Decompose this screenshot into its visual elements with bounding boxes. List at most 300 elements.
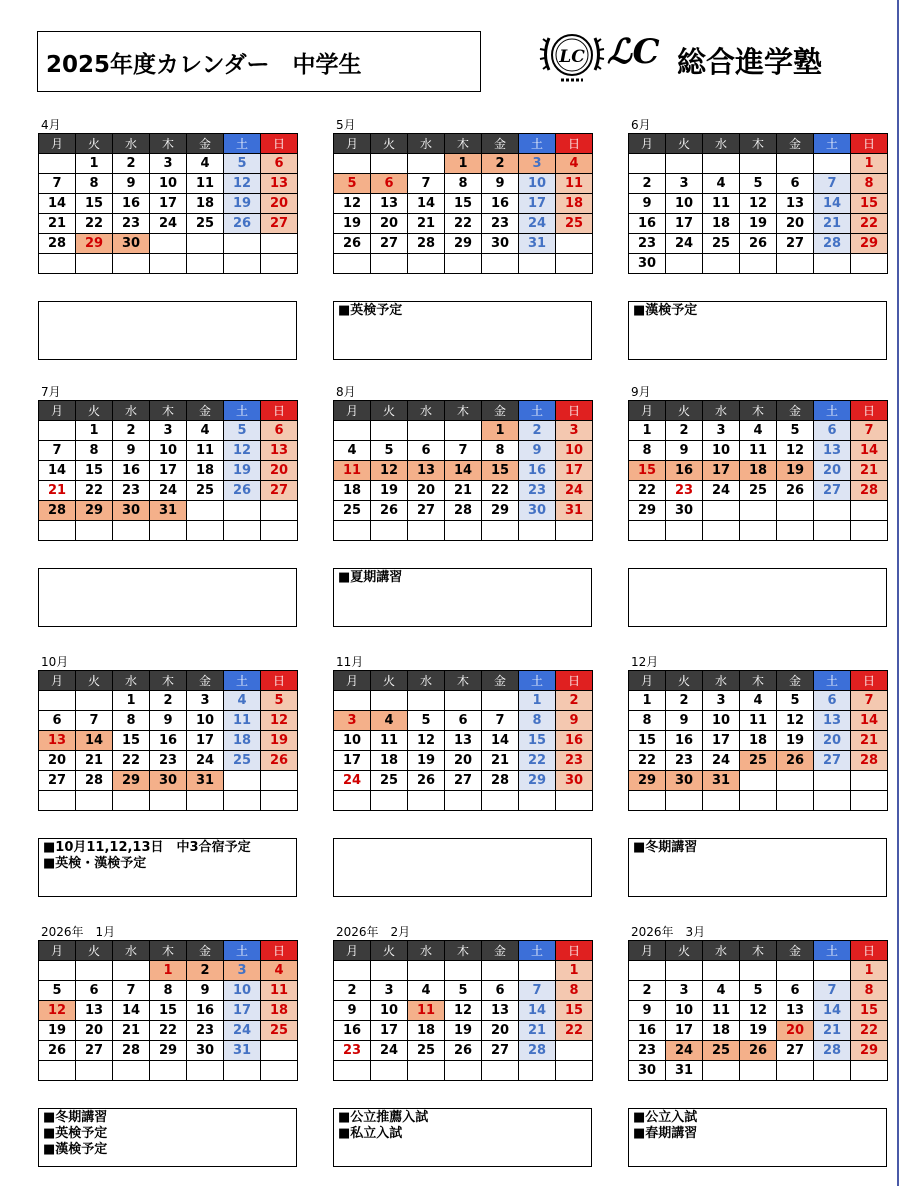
- day-cell: 23: [482, 214, 519, 234]
- month-calendar: [38, 385, 297, 541]
- day-cell: 29: [851, 234, 888, 254]
- day-cell: 17: [187, 731, 224, 751]
- day-cell: 2: [629, 174, 666, 194]
- month-table: [628, 400, 888, 541]
- day-cell: 15: [76, 461, 113, 481]
- day-cell: 12: [445, 1001, 482, 1021]
- day-cell: 10: [556, 441, 593, 461]
- week-row: [39, 791, 298, 811]
- weekday-header: 水: [408, 401, 445, 421]
- day-cell: 28: [851, 481, 888, 501]
- day-cell: 7: [814, 174, 851, 194]
- day-cell: 18: [371, 751, 408, 771]
- day-cell: 21: [39, 481, 76, 501]
- day-cell: 26: [777, 751, 814, 771]
- day-cell: [39, 961, 76, 981]
- weekday-header: 火: [666, 671, 703, 691]
- day-cell: 23: [334, 1041, 371, 1061]
- day-cell: [334, 1061, 371, 1081]
- day-cell: [519, 791, 556, 811]
- day-cell: 10: [703, 441, 740, 461]
- day-cell: 10: [224, 981, 261, 1001]
- week-row: [39, 521, 298, 541]
- note-line: ■漢検予定: [43, 1142, 108, 1157]
- day-cell: 6: [482, 981, 519, 1001]
- week-row: [629, 981, 888, 1001]
- day-cell: 23: [556, 751, 593, 771]
- weekday-header: 土: [519, 671, 556, 691]
- day-cell: 28: [408, 234, 445, 254]
- day-cell: 6: [445, 711, 482, 731]
- week-row: [334, 771, 593, 791]
- week-row: [629, 1041, 888, 1061]
- day-cell: 26: [224, 481, 261, 501]
- weekday-header: 日: [851, 941, 888, 961]
- day-cell: 1: [629, 421, 666, 441]
- week-row: [629, 1001, 888, 1021]
- day-cell: 26: [261, 751, 298, 771]
- day-cell: 20: [408, 481, 445, 501]
- day-cell: 31: [150, 501, 187, 521]
- day-cell: [445, 961, 482, 981]
- day-cell: [629, 521, 666, 541]
- day-cell: [261, 521, 298, 541]
- day-cell: [334, 154, 371, 174]
- month-notes-box: [38, 301, 297, 360]
- day-cell: 27: [777, 1041, 814, 1061]
- week-row: [629, 194, 888, 214]
- day-cell: 18: [261, 1001, 298, 1021]
- day-cell: [703, 501, 740, 521]
- day-cell: 29: [113, 771, 150, 791]
- day-cell: 9: [113, 174, 150, 194]
- week-row: [39, 481, 298, 501]
- day-cell: 22: [519, 751, 556, 771]
- day-cell: 5: [445, 981, 482, 1001]
- weekday-header: 金: [777, 401, 814, 421]
- day-cell: 20: [261, 194, 298, 214]
- month-label: 7月: [41, 385, 61, 399]
- day-cell: [556, 234, 593, 254]
- month-label: 8月: [336, 385, 356, 399]
- week-row: [39, 441, 298, 461]
- day-cell: 9: [666, 711, 703, 731]
- weekday-header: 水: [113, 671, 150, 691]
- week-row: [334, 214, 593, 234]
- emblem-monogram: LC: [559, 47, 585, 67]
- day-cell: [703, 961, 740, 981]
- day-cell: 25: [703, 234, 740, 254]
- day-cell: [851, 521, 888, 541]
- week-row: [629, 234, 888, 254]
- day-cell: 31: [187, 771, 224, 791]
- day-cell: 16: [150, 731, 187, 751]
- day-cell: [445, 791, 482, 811]
- week-row: [39, 1001, 298, 1021]
- week-row: [39, 421, 298, 441]
- weekday-header: 土: [814, 671, 851, 691]
- week-row: [39, 961, 298, 981]
- day-cell: [334, 421, 371, 441]
- day-cell: [76, 961, 113, 981]
- month-label: 9月: [631, 385, 651, 399]
- day-cell: 4: [334, 441, 371, 461]
- weekday-header: 日: [851, 134, 888, 154]
- weekday-header: 木: [740, 134, 777, 154]
- day-cell: 16: [519, 461, 556, 481]
- day-cell: 30: [482, 234, 519, 254]
- week-row: [629, 771, 888, 791]
- day-cell: 19: [777, 731, 814, 751]
- day-cell: 3: [371, 981, 408, 1001]
- day-cell: 2: [666, 421, 703, 441]
- day-cell: 2: [113, 421, 150, 441]
- day-cell: [482, 791, 519, 811]
- weekday-header: 火: [371, 671, 408, 691]
- weekday-header: 土: [224, 941, 261, 961]
- day-cell: 1: [519, 691, 556, 711]
- day-cell: 30: [150, 771, 187, 791]
- day-cell: 1: [113, 691, 150, 711]
- week-row: [629, 421, 888, 441]
- day-cell: 25: [334, 501, 371, 521]
- day-cell: 3: [334, 711, 371, 731]
- day-cell: 18: [224, 731, 261, 751]
- day-cell: 29: [851, 1041, 888, 1061]
- weekday-header: 水: [408, 134, 445, 154]
- day-cell: 30: [113, 234, 150, 254]
- day-cell: 29: [629, 501, 666, 521]
- day-cell: 16: [187, 1001, 224, 1021]
- day-cell: 13: [261, 174, 298, 194]
- day-cell: 9: [629, 1001, 666, 1021]
- day-cell: 8: [113, 711, 150, 731]
- day-cell: 23: [113, 214, 150, 234]
- day-cell: 3: [703, 691, 740, 711]
- day-cell: 8: [519, 711, 556, 731]
- day-cell: [666, 154, 703, 174]
- weekday-header: 金: [777, 134, 814, 154]
- day-cell: 6: [371, 174, 408, 194]
- day-cell: 5: [777, 421, 814, 441]
- day-cell: 19: [777, 461, 814, 481]
- day-cell: 14: [519, 1001, 556, 1021]
- week-row: [334, 961, 593, 981]
- day-cell: 22: [150, 1021, 187, 1041]
- day-cell: 26: [740, 1041, 777, 1061]
- day-cell: [113, 521, 150, 541]
- day-cell: [777, 771, 814, 791]
- month-calendar: [38, 925, 297, 1081]
- week-row: [334, 501, 593, 521]
- day-cell: 20: [814, 461, 851, 481]
- day-cell: [777, 254, 814, 274]
- week-row: [39, 691, 298, 711]
- day-cell: 8: [482, 441, 519, 461]
- day-cell: 30: [666, 771, 703, 791]
- day-cell: 4: [703, 981, 740, 1001]
- weekday-header: 木: [150, 134, 187, 154]
- day-cell: 24: [519, 214, 556, 234]
- day-cell: 24: [703, 481, 740, 501]
- day-cell: [851, 254, 888, 274]
- note-line: ■夏期講習: [338, 570, 403, 585]
- day-cell: [666, 521, 703, 541]
- day-cell: 21: [76, 751, 113, 771]
- day-cell: 7: [445, 441, 482, 461]
- day-cell: 9: [629, 194, 666, 214]
- day-cell: 8: [629, 441, 666, 461]
- day-cell: [113, 1061, 150, 1081]
- weekday-header: 月: [334, 401, 371, 421]
- day-cell: 30: [666, 501, 703, 521]
- weekday-header: 火: [76, 671, 113, 691]
- day-cell: 6: [408, 441, 445, 461]
- day-cell: [851, 501, 888, 521]
- day-cell: 11: [261, 981, 298, 1001]
- day-cell: 14: [39, 194, 76, 214]
- day-cell: 11: [224, 711, 261, 731]
- day-cell: 15: [113, 731, 150, 751]
- weekday-header: 火: [666, 401, 703, 421]
- day-cell: [371, 154, 408, 174]
- day-cell: [39, 421, 76, 441]
- day-cell: 9: [113, 441, 150, 461]
- day-cell: 4: [740, 691, 777, 711]
- day-cell: 30: [629, 1061, 666, 1081]
- day-cell: 12: [777, 711, 814, 731]
- day-cell: [371, 791, 408, 811]
- week-row: [39, 234, 298, 254]
- day-cell: 9: [482, 174, 519, 194]
- day-cell: 13: [814, 711, 851, 731]
- weekday-header: 木: [740, 941, 777, 961]
- day-cell: [371, 421, 408, 441]
- weekday-header: 水: [703, 671, 740, 691]
- month-label: 6月: [631, 118, 651, 132]
- day-cell: [261, 234, 298, 254]
- day-cell: [408, 254, 445, 274]
- day-cell: 23: [150, 751, 187, 771]
- month-table: [628, 940, 888, 1081]
- day-cell: [519, 254, 556, 274]
- day-cell: 10: [666, 194, 703, 214]
- day-cell: 15: [629, 461, 666, 481]
- day-cell: 10: [334, 731, 371, 751]
- weekday-header: 日: [556, 671, 593, 691]
- day-cell: 26: [371, 501, 408, 521]
- day-cell: [39, 791, 76, 811]
- week-row: [629, 711, 888, 731]
- day-cell: 26: [334, 234, 371, 254]
- day-cell: [851, 791, 888, 811]
- weekday-header: 土: [224, 134, 261, 154]
- day-cell: 3: [519, 154, 556, 174]
- week-row: [334, 1021, 593, 1041]
- day-cell: 17: [150, 194, 187, 214]
- day-cell: [408, 691, 445, 711]
- note-line: ■10月11,12,13日 中3合宿予定: [43, 840, 251, 855]
- day-cell: 27: [445, 771, 482, 791]
- day-cell: 4: [224, 691, 261, 711]
- day-cell: [334, 521, 371, 541]
- month-label: 4月: [41, 118, 61, 132]
- day-cell: 26: [39, 1041, 76, 1061]
- week-row: [334, 981, 593, 1001]
- month-notes-box: [628, 301, 887, 360]
- day-cell: [740, 791, 777, 811]
- day-cell: 13: [76, 1001, 113, 1021]
- day-cell: 7: [408, 174, 445, 194]
- day-cell: [777, 501, 814, 521]
- day-cell: 26: [740, 234, 777, 254]
- week-row: [629, 1021, 888, 1041]
- day-cell: 30: [113, 501, 150, 521]
- day-cell: 16: [482, 194, 519, 214]
- day-cell: 11: [703, 194, 740, 214]
- day-cell: 14: [113, 1001, 150, 1021]
- day-cell: [482, 1061, 519, 1081]
- weekday-header: 火: [371, 401, 408, 421]
- day-cell: [408, 791, 445, 811]
- day-cell: 23: [666, 481, 703, 501]
- weekday-header: 月: [334, 671, 371, 691]
- day-cell: 10: [150, 441, 187, 461]
- day-cell: 28: [814, 1041, 851, 1061]
- day-cell: 17: [519, 194, 556, 214]
- day-cell: [150, 521, 187, 541]
- day-cell: 2: [629, 981, 666, 1001]
- day-cell: 11: [187, 174, 224, 194]
- day-cell: [482, 521, 519, 541]
- day-cell: 18: [740, 461, 777, 481]
- day-cell: [556, 254, 593, 274]
- weekday-header: 木: [445, 401, 482, 421]
- day-cell: 15: [851, 194, 888, 214]
- day-cell: 17: [334, 751, 371, 771]
- day-cell: [814, 961, 851, 981]
- day-cell: 11: [334, 461, 371, 481]
- weekday-header: 木: [150, 401, 187, 421]
- weekday-header: 水: [703, 941, 740, 961]
- day-cell: 15: [851, 1001, 888, 1021]
- day-cell: 25: [740, 481, 777, 501]
- school-logo: [537, 22, 857, 92]
- day-cell: [740, 961, 777, 981]
- day-cell: 28: [445, 501, 482, 521]
- day-cell: [519, 1061, 556, 1081]
- day-cell: 21: [851, 461, 888, 481]
- month-label: 11月: [336, 655, 364, 669]
- weekday-header: 木: [740, 671, 777, 691]
- day-cell: 6: [261, 421, 298, 441]
- day-cell: 13: [39, 731, 76, 751]
- day-cell: 15: [519, 731, 556, 751]
- week-row: [334, 441, 593, 461]
- weekday-header: 金: [187, 941, 224, 961]
- week-row: [334, 711, 593, 731]
- day-cell: 29: [482, 501, 519, 521]
- day-cell: [445, 1061, 482, 1081]
- day-cell: [334, 691, 371, 711]
- day-cell: [740, 501, 777, 521]
- day-cell: 13: [261, 441, 298, 461]
- day-cell: 28: [814, 234, 851, 254]
- day-cell: [224, 254, 261, 274]
- day-cell: 27: [39, 771, 76, 791]
- week-row: [39, 981, 298, 1001]
- day-cell: 11: [740, 711, 777, 731]
- weekday-header: 月: [629, 401, 666, 421]
- day-cell: 25: [556, 214, 593, 234]
- week-row: [39, 254, 298, 274]
- day-cell: 5: [408, 711, 445, 731]
- day-cell: [703, 521, 740, 541]
- day-cell: [740, 771, 777, 791]
- day-cell: 21: [814, 214, 851, 234]
- weekday-header: 日: [556, 401, 593, 421]
- week-row: [39, 1061, 298, 1081]
- day-cell: 23: [113, 481, 150, 501]
- day-cell: 7: [39, 441, 76, 461]
- weekday-header: 木: [150, 671, 187, 691]
- day-cell: 21: [39, 214, 76, 234]
- day-cell: 1: [76, 154, 113, 174]
- day-cell: 30: [519, 501, 556, 521]
- weekday-header: 火: [76, 134, 113, 154]
- day-cell: 12: [39, 1001, 76, 1021]
- day-cell: 23: [629, 1041, 666, 1061]
- day-cell: 22: [629, 481, 666, 501]
- week-row: [39, 461, 298, 481]
- day-cell: 3: [666, 174, 703, 194]
- day-cell: 4: [187, 154, 224, 174]
- day-cell: 16: [666, 731, 703, 751]
- day-cell: 24: [224, 1021, 261, 1041]
- note-line: ■冬期講習: [43, 1110, 108, 1125]
- title-box: [37, 31, 481, 92]
- day-cell: 16: [113, 461, 150, 481]
- day-cell: 8: [76, 441, 113, 461]
- day-cell: [629, 791, 666, 811]
- day-cell: 22: [76, 214, 113, 234]
- week-row: [334, 194, 593, 214]
- day-cell: 15: [76, 194, 113, 214]
- day-cell: 30: [187, 1041, 224, 1061]
- day-cell: [851, 771, 888, 791]
- week-row: [629, 254, 888, 274]
- day-cell: [777, 521, 814, 541]
- weekday-header: 木: [445, 134, 482, 154]
- week-row: [334, 751, 593, 771]
- week-row: [39, 771, 298, 791]
- day-cell: 1: [482, 421, 519, 441]
- day-cell: 7: [851, 691, 888, 711]
- day-cell: [371, 254, 408, 274]
- day-cell: [224, 1061, 261, 1081]
- month-label: 2026年 2月: [336, 925, 411, 939]
- weekday-header: 月: [334, 134, 371, 154]
- week-row: [39, 711, 298, 731]
- day-cell: 14: [814, 194, 851, 214]
- weekday-header: 日: [851, 401, 888, 421]
- day-cell: 2: [666, 691, 703, 711]
- day-cell: 6: [777, 174, 814, 194]
- day-cell: [261, 1041, 298, 1061]
- day-cell: 14: [851, 711, 888, 731]
- day-cell: 4: [408, 981, 445, 1001]
- day-cell: [814, 154, 851, 174]
